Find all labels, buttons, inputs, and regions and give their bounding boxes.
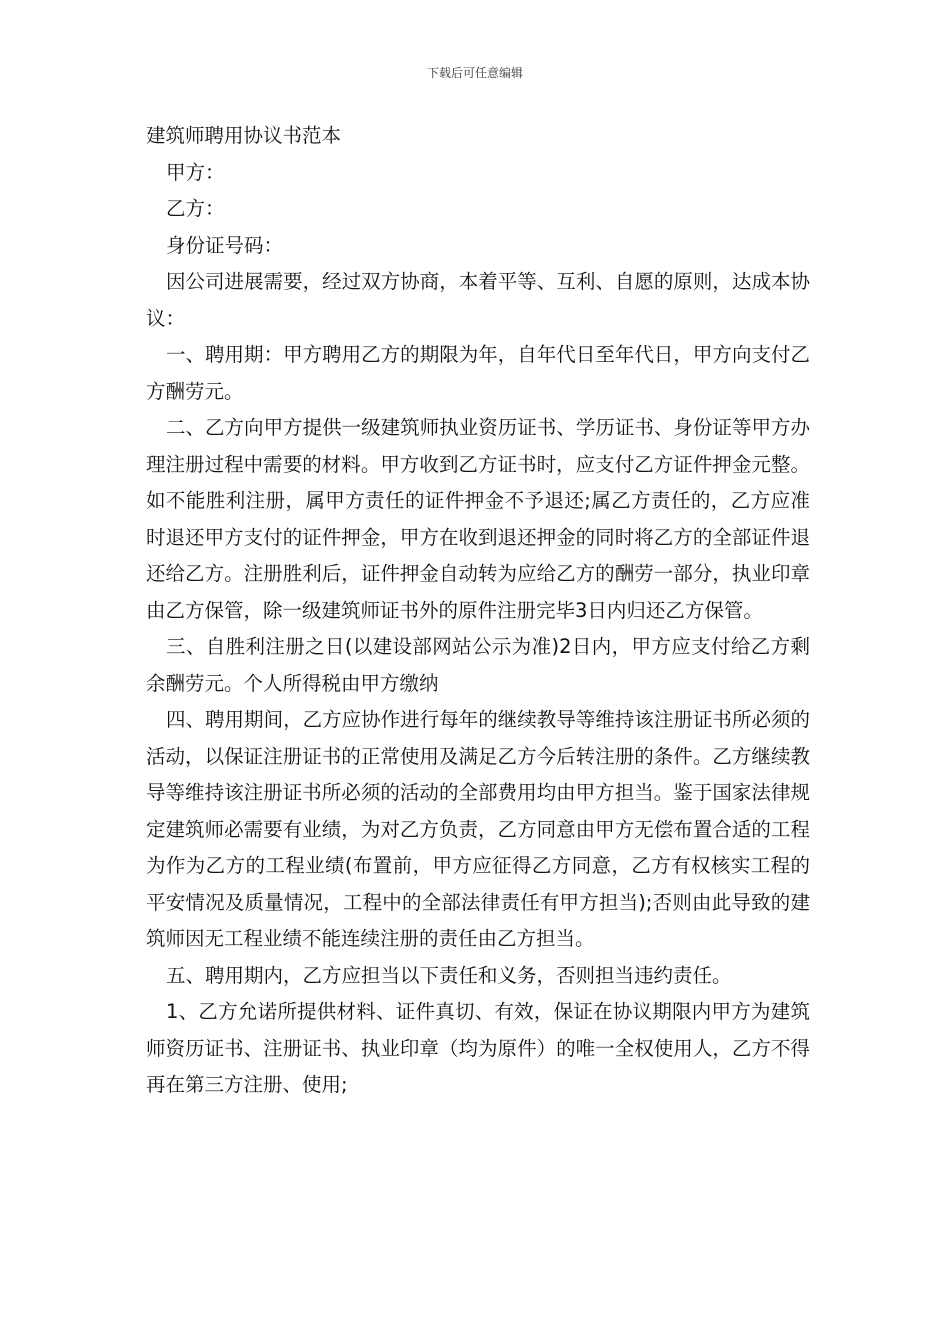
id-number-line: 身份证号码： (166, 233, 284, 257)
clause-2-paragraph: 二、乙方向甲方提供一级建筑师执业资历证书、学历证书、身份证等甲方办理注册过程中需要的材料。甲方收到乙方证书时，应支付乙方证件押金元整。如不能胜利注册，属甲方责任的证件押金不予退还;属乙方责任的，乙方应准时退还甲方支付的证件押金，甲方在收到退还押金的同时将乙方的全部证件退还给乙方。注册胜利后，证件押金自动转为应给乙方的酬劳一部分，执业印章由乙方保管，除一级建筑师证书外的原件注册完毕3日内归还乙方保管。 (146, 416, 810, 622)
preamble-paragraph: 因公司进展需要，经过双方协商，本着平等、互利、自愿的原则，达成本协议： (146, 270, 810, 330)
clause-1-paragraph: 一、聘用期：甲方聘用乙方的期限为年，自年代日至年代日，甲方向支付乙方酬劳元。 (146, 343, 810, 403)
document-body (146, 118, 810, 1104)
clause-3-paragraph: 三、自胜利注册之日(以建设部网站公示为准)2日内，甲方应支付给乙方剩余酬劳元。个人所得税由甲方缴纳 (146, 635, 810, 695)
clause-4-paragraph: 四、聘用期间，乙方应协作进行每年的继续教导等维持该注册证书所必须的活动，以保证注册证书的正常使用及满足乙方今后转注册的条件。乙方继续教导等维持该注册证书所必须的活动的全部费用均由甲方担当。鉴于国家法律规定建筑师必需要有业绩，为对乙方负责，乙方同意由甲方无偿布置合适的工程为作为乙方的工程业绩(布置前，甲方应征得乙方同意，乙方有权核实工程的平安情况及质量情况，工程中的全部法律责任有甲方担当);否则由此导致的建筑师因无工程业绩不能连续注册的责任由乙方担当。 (146, 708, 810, 950)
party-b-line: 乙方： (166, 197, 225, 220)
header-note: 下载后可任意编辑 (426, 66, 523, 80)
clause-5-paragraph: 五、聘用期内，乙方应担当以下责任和义务，否则担当违约责任。 (166, 963, 732, 987)
document-title: 建筑师聘用协议书范本 (146, 124, 342, 147)
party-a-line: 甲方： (166, 160, 225, 184)
clause-5-item-1-paragraph: 1、乙方允诺所提供材料、证件真切、有效，保证在协议期限内甲方为建筑师资历证书、注册证书、执业印章（均为原件）的唯一全权使用人，乙方不得再在第三方注册、使用; (146, 1000, 810, 1096)
